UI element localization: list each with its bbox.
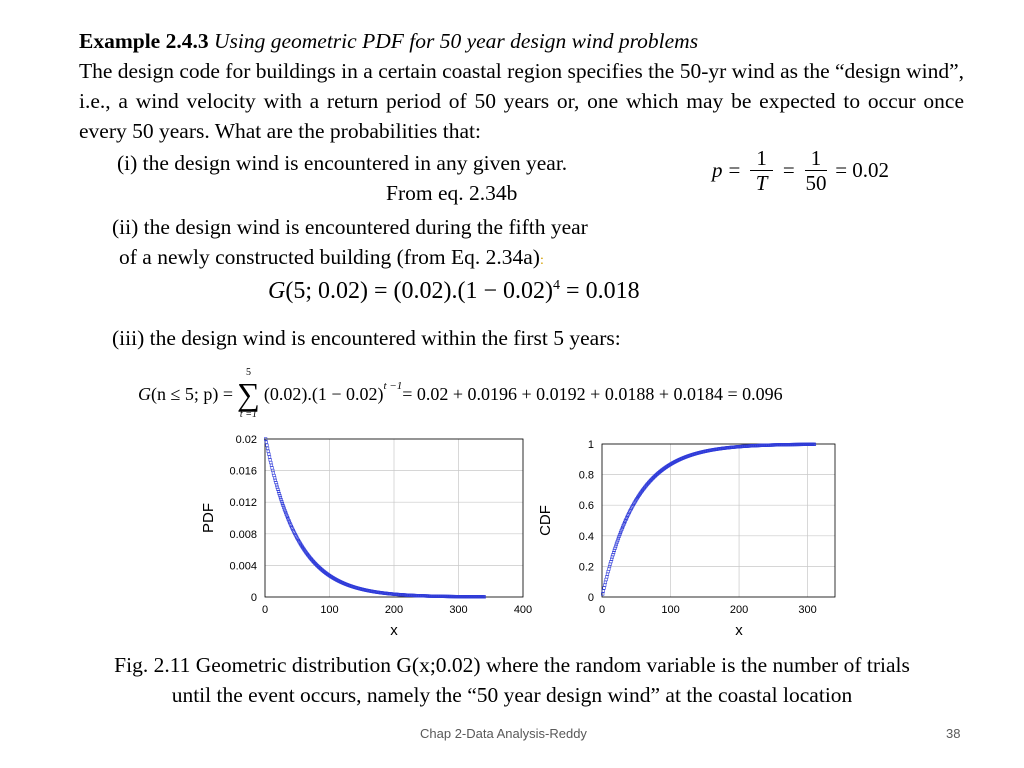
y-tick-label: 0 bbox=[250, 592, 257, 604]
y-tick-label: 0.012 bbox=[229, 497, 257, 510]
data-point bbox=[270, 464, 273, 467]
x-tick-label: 200 bbox=[384, 604, 404, 616]
footer-label: Chap 2-Data Analysis-Reddy bbox=[420, 726, 587, 741]
y-axis-label: CDF bbox=[537, 505, 554, 536]
summation-symbol: 5 ∑ t =1 bbox=[237, 367, 260, 420]
part-ii-line1: (ii) the design wind is encountered during the fifth year bbox=[112, 215, 588, 239]
x-tick-label: 0 bbox=[598, 604, 606, 616]
cdf-chart bbox=[530, 430, 850, 650]
y-tick-label: 0.02 bbox=[235, 434, 257, 446]
y-tick-label: 0.016 bbox=[229, 465, 257, 478]
plot-frame bbox=[602, 444, 835, 597]
fraction-1-over-T: $\frac{1}{T}$ bbox=[750, 146, 773, 195]
pdf-chart bbox=[190, 430, 533, 650]
x-tick-label: 300 bbox=[449, 604, 468, 616]
x-tick-label: 200 bbox=[729, 604, 749, 616]
example-number: Example 2.4.3 bbox=[79, 29, 209, 53]
example-title: Using geometric PDF for 50 year design wind problems bbox=[213, 29, 699, 53]
data-point bbox=[605, 576, 608, 579]
equation-g5: G(5; $0.02) = (0.02).(1 - 0.02)^4 = 0.018$ bbox=[268, 278, 640, 304]
data-point bbox=[271, 467, 274, 470]
figure-caption-line2: until the event occurs, namely the “50 year design wind” at the coastal location bbox=[171, 683, 853, 707]
data-point bbox=[269, 459, 272, 462]
eq-equals: = bbox=[782, 158, 795, 182]
data-point bbox=[266, 444, 269, 447]
data-point bbox=[267, 450, 270, 453]
data-point bbox=[603, 587, 606, 590]
data-point bbox=[270, 461, 273, 464]
x-tick-label: 0 bbox=[261, 604, 269, 616]
equation-cumulative: G (n ≤ 5; p) = 5 ∑ t =1 (0.02).(1 − 0.02) $^{t -1}$ = 0.02 + 0.0196 + 0.0192 + 0.0188 + 0.0184 = 0.096 bbox=[138, 367, 783, 420]
y-tick-label: 0.008 bbox=[229, 528, 257, 541]
x-axis-label: x bbox=[735, 622, 743, 639]
part-i-text: (i) the design wind is encountered in any given year. bbox=[117, 151, 568, 175]
data-point bbox=[606, 573, 609, 576]
eq-result: = 0.02 bbox=[835, 158, 890, 182]
part-ii-line2: of a newly constructed building (from Eq. 2.34a): bbox=[119, 245, 544, 269]
y-tick-label: 0.004 bbox=[229, 560, 257, 573]
x-tick-label: 100 bbox=[661, 604, 680, 616]
y-tick-label: 0.4 bbox=[578, 530, 594, 543]
data-point bbox=[266, 447, 269, 450]
problem-statement: The design code for buildings in a certain coastal region specifies the 50-yr wind as the “design wind”, i.e., a wind velocity with a return period of 50 years or, one which may be expected to occur once every 50 years. What are the probabilities that: bbox=[79, 59, 964, 143]
data-point bbox=[603, 584, 606, 587]
fraction-1-over-50: $\frac{1}{50}$ bbox=[805, 146, 827, 195]
y-tick-label: 1 bbox=[587, 439, 594, 451]
x-tick-label: 400 bbox=[513, 604, 533, 616]
data-point bbox=[268, 453, 271, 456]
x-tick-label: 100 bbox=[320, 604, 339, 616]
part-iii-text: (iii) the design wind is encountered within the first 5 years: bbox=[112, 326, 621, 350]
x-axis-label: x bbox=[390, 622, 398, 639]
y-tick-label: 0.6 bbox=[578, 500, 594, 513]
y-tick-label: 0.2 bbox=[578, 561, 594, 574]
y-tick-label: 0.8 bbox=[578, 469, 594, 482]
page-number: 38 bbox=[946, 726, 961, 741]
data-point bbox=[602, 590, 605, 593]
eq-p-symbol: p bbox=[712, 158, 723, 182]
data-point bbox=[268, 456, 271, 459]
y-axis-label: PDF bbox=[200, 503, 217, 533]
example-heading bbox=[79, 26, 698, 56]
data-point bbox=[607, 570, 610, 573]
eq-equals: = bbox=[728, 158, 741, 182]
data-point bbox=[605, 578, 608, 581]
part-i-reference: From eq. 2.34b bbox=[386, 181, 518, 205]
data-point bbox=[604, 581, 607, 584]
x-tick-label: 300 bbox=[798, 604, 817, 616]
equation-p bbox=[712, 146, 889, 195]
y-tick-label: 0 bbox=[587, 592, 594, 604]
figure-caption-line1: Fig. 2.11 Geometric distribution G(x;0.02) where the random variable is the number of trials bbox=[114, 653, 910, 677]
